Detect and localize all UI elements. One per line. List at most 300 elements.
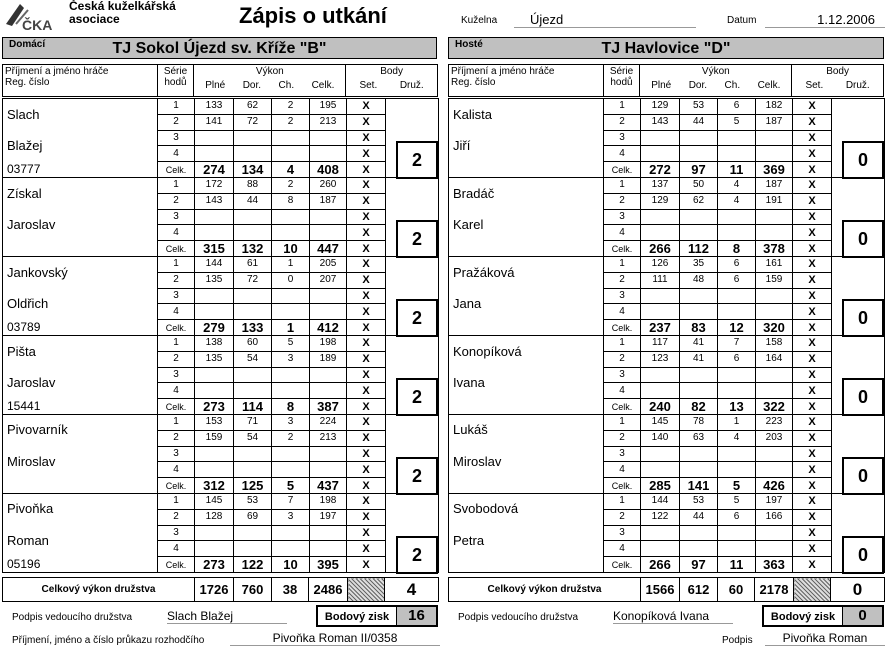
set-mark: X xyxy=(793,99,832,115)
value-plne xyxy=(641,446,680,462)
value-ch: 12 xyxy=(718,320,756,336)
series-number: 1 xyxy=(604,493,641,509)
value-plne xyxy=(641,462,680,478)
set-mark: X xyxy=(793,335,832,351)
set-mark: X xyxy=(793,430,832,446)
set-mark: X xyxy=(347,146,386,162)
value-dor: 54 xyxy=(234,430,272,446)
value-dor xyxy=(680,288,718,304)
series-number: 1 xyxy=(158,335,195,351)
value-celk xyxy=(756,304,793,320)
set-mark: X xyxy=(347,509,386,525)
series-row xyxy=(3,209,439,225)
header-text: Série xyxy=(163,66,188,77)
value-celk xyxy=(310,446,347,462)
value-plne xyxy=(641,304,680,320)
value-plne: 272 xyxy=(641,162,680,178)
player-reg-number: 15441 xyxy=(3,399,158,415)
player-total-row xyxy=(3,399,439,415)
player-firstname: Petra xyxy=(449,525,604,557)
value-celk: 161 xyxy=(756,256,793,272)
set-mark: X xyxy=(347,209,386,225)
player-surname: Pivoňka xyxy=(3,493,158,525)
value-dor: 125 xyxy=(234,478,272,494)
value-dor xyxy=(680,130,718,146)
value-plne xyxy=(641,367,680,383)
value-ch xyxy=(272,367,310,383)
player-firstname: Jaroslav xyxy=(3,367,158,399)
value-celk xyxy=(756,462,793,478)
series-row xyxy=(3,446,439,462)
value-dor: 44 xyxy=(234,193,272,209)
value-celk xyxy=(756,367,793,383)
value-plne: 129 xyxy=(641,99,680,115)
series-number: 1 xyxy=(158,177,195,193)
value-dor xyxy=(680,541,718,557)
header-text: Body xyxy=(380,66,403,77)
value-dor: 69 xyxy=(234,509,272,525)
set-mark: X xyxy=(793,304,832,320)
series-number: 3 xyxy=(158,130,195,146)
value-celk: 378 xyxy=(756,241,793,257)
value-ch: 7 xyxy=(272,493,310,509)
series-row xyxy=(3,414,439,430)
value-plne: 144 xyxy=(641,493,680,509)
player-reg-number: 03777 xyxy=(3,162,158,178)
home-column-header xyxy=(2,64,438,97)
header-text: Série xyxy=(609,66,634,77)
value-plne: 140 xyxy=(641,430,680,446)
value-celk: 395 xyxy=(310,557,347,573)
value-celk: 197 xyxy=(310,509,347,525)
home-player-points: 2 xyxy=(396,299,438,337)
value-celk: 322 xyxy=(756,399,793,415)
value-dor xyxy=(680,225,718,241)
set-mark: X xyxy=(793,493,832,509)
value-dor: 41 xyxy=(680,351,718,367)
value-celk xyxy=(756,225,793,241)
signature-label: Podpis xyxy=(722,635,753,646)
set-mark: X xyxy=(347,493,386,509)
series-row xyxy=(449,209,885,225)
series-number: Celk. xyxy=(158,557,195,573)
player-surname: Lukáš xyxy=(449,414,604,446)
value-celk xyxy=(310,525,347,541)
series-number: 4 xyxy=(158,225,195,241)
value-plne: 111 xyxy=(641,272,680,288)
series-number: Celk. xyxy=(158,399,195,415)
value-celk xyxy=(756,209,793,225)
value-celk: 198 xyxy=(310,335,347,351)
value-plne: 279 xyxy=(195,320,234,336)
team-total-value: 2486 xyxy=(309,578,348,602)
set-mark: X xyxy=(793,256,832,272)
value-dor: 61 xyxy=(234,256,272,272)
series-row xyxy=(449,446,885,462)
series-number: Celk. xyxy=(604,162,641,178)
series-number: 3 xyxy=(604,446,641,462)
away-team-total xyxy=(448,577,885,602)
set-mark: X xyxy=(793,225,832,241)
value-ch: 13 xyxy=(718,399,756,415)
player-reg-number xyxy=(449,557,604,573)
value-celk: 159 xyxy=(756,272,793,288)
value-plne xyxy=(195,367,234,383)
gain-label: Bodový zisk xyxy=(770,611,836,623)
value-plne: 273 xyxy=(195,557,234,573)
set-mark: X xyxy=(793,509,832,525)
value-ch: 5 xyxy=(272,478,310,494)
value-ch: 11 xyxy=(718,162,756,178)
value-celk: 205 xyxy=(310,256,347,272)
value-plne: 117 xyxy=(641,335,680,351)
set-mark: X xyxy=(347,177,386,193)
perf-subheaders xyxy=(642,80,789,91)
subheader-set: Set. xyxy=(805,80,824,91)
value-plne: 285 xyxy=(641,478,680,494)
series-number: Celk. xyxy=(158,162,195,178)
value-ch: 2 xyxy=(272,430,310,446)
referee-label: Příjmení, jméno a číslo průkazu rozhodčího xyxy=(12,635,205,646)
series-row xyxy=(3,99,439,115)
series-number: 2 xyxy=(158,509,195,525)
value-plne xyxy=(641,288,680,304)
away-team-bar xyxy=(448,37,884,59)
value-ch: 1 xyxy=(272,256,310,272)
value-dor: 82 xyxy=(680,399,718,415)
set-mark: X xyxy=(793,525,832,541)
value-plne: 274 xyxy=(195,162,234,178)
away-player-points: 0 xyxy=(842,457,884,495)
value-ch: 6 xyxy=(718,509,756,525)
player-surname: Pišta xyxy=(3,335,158,367)
series-number: 1 xyxy=(604,414,641,430)
team-total-value: 60 xyxy=(718,578,755,602)
team-total-label: Celkový výkon družstva xyxy=(449,578,641,602)
value-dor: 50 xyxy=(680,177,718,193)
away-player-points: 0 xyxy=(842,220,884,258)
set-mark: X xyxy=(347,541,386,557)
set-mark: X xyxy=(793,288,832,304)
value-celk: 187 xyxy=(310,193,347,209)
value-ch: 5 xyxy=(272,335,310,351)
value-dor: 97 xyxy=(680,557,718,573)
series-number: 2 xyxy=(158,430,195,446)
set-mark: X xyxy=(347,525,386,541)
value-dor xyxy=(234,130,272,146)
away-team-name: TJ Havlovice "D" xyxy=(601,40,731,57)
series-number: 1 xyxy=(604,256,641,272)
set-mark: X xyxy=(347,383,386,399)
home-points-header xyxy=(346,65,438,97)
series-number: 1 xyxy=(604,335,641,351)
value-ch: 8 xyxy=(272,193,310,209)
home-player-points: 2 xyxy=(396,378,438,416)
value-dor xyxy=(234,462,272,478)
value-ch: 4 xyxy=(718,177,756,193)
value-ch xyxy=(272,446,310,462)
away-performance-header xyxy=(640,65,792,97)
set-mark: X xyxy=(793,209,832,225)
value-celk: 260 xyxy=(310,177,347,193)
value-dor xyxy=(680,367,718,383)
player-total-row xyxy=(3,557,439,573)
value-celk xyxy=(310,130,347,146)
series-number: 1 xyxy=(158,256,195,272)
value-ch xyxy=(718,130,756,146)
value-ch xyxy=(718,446,756,462)
player-surname: Svobodová xyxy=(449,493,604,525)
away-leader-label: Podpis vedoucího družstva xyxy=(458,612,579,623)
away-player-points: 0 xyxy=(842,536,884,574)
series-number: Celk. xyxy=(604,557,641,573)
player-surname: Bradáč xyxy=(449,177,604,209)
value-dor xyxy=(680,446,718,462)
player-reg-number xyxy=(449,399,604,415)
value-celk: 223 xyxy=(756,414,793,430)
series-number: 2 xyxy=(158,114,195,130)
player-reg-number: 05196 xyxy=(3,557,158,573)
value-dor xyxy=(234,304,272,320)
value-dor: 60 xyxy=(234,335,272,351)
series-number: 2 xyxy=(604,114,641,130)
set-mark: X xyxy=(347,225,386,241)
value-plne: 133 xyxy=(195,99,234,115)
value-dor xyxy=(680,209,718,225)
value-celk xyxy=(756,541,793,557)
set-mark: X xyxy=(347,430,386,446)
subheader-celk: Celk. xyxy=(757,80,781,91)
value-dor xyxy=(234,383,272,399)
set-mark: X xyxy=(793,130,832,146)
player-firstname: Jana xyxy=(449,288,604,320)
value-ch xyxy=(272,304,310,320)
value-ch: 5 xyxy=(718,114,756,130)
value-ch: 2 xyxy=(272,177,310,193)
away-players-table xyxy=(448,98,885,573)
value-celk xyxy=(310,209,347,225)
value-ch xyxy=(718,288,756,304)
value-dor xyxy=(680,525,718,541)
player-surname: Získal xyxy=(3,177,158,209)
value-celk: 207 xyxy=(310,272,347,288)
value-celk xyxy=(756,446,793,462)
value-dor xyxy=(680,304,718,320)
set-mark: X xyxy=(347,446,386,462)
series-number: 4 xyxy=(604,225,641,241)
player-total-row xyxy=(449,478,885,494)
set-mark: X xyxy=(793,320,832,336)
team-total-value: 38 xyxy=(272,578,309,602)
home-leader-value: Slach Blažej xyxy=(167,609,287,624)
value-celk: 363 xyxy=(756,557,793,573)
set-mark: X xyxy=(793,478,832,494)
set-mark: X xyxy=(347,162,386,178)
set-mark: X xyxy=(347,399,386,415)
value-plne xyxy=(195,541,234,557)
value-celk xyxy=(756,525,793,541)
value-celk: 182 xyxy=(756,99,793,115)
home-role: Domácí xyxy=(9,39,46,50)
value-plne xyxy=(641,146,680,162)
player-reg-number xyxy=(449,320,604,336)
series-number: 3 xyxy=(604,209,641,225)
value-ch xyxy=(718,146,756,162)
hatched-cell xyxy=(348,578,385,602)
set-mark: X xyxy=(347,304,386,320)
series-row xyxy=(449,130,885,146)
series-row xyxy=(449,525,885,541)
set-mark: X xyxy=(793,146,832,162)
value-dor: 48 xyxy=(680,272,718,288)
value-dor: 122 xyxy=(234,557,272,573)
set-mark: X xyxy=(793,241,832,257)
value-ch: 4 xyxy=(718,430,756,446)
set-mark: X xyxy=(793,367,832,383)
player-total-row xyxy=(449,320,885,336)
value-ch xyxy=(718,225,756,241)
player-firstname: Jaroslav xyxy=(3,209,158,241)
series-row xyxy=(3,525,439,541)
value-ch xyxy=(272,288,310,304)
value-plne xyxy=(641,525,680,541)
date-value: 1.12.2006 xyxy=(765,12,885,28)
series-row xyxy=(3,493,439,509)
home-player-points: 2 xyxy=(396,457,438,495)
series-row xyxy=(3,288,439,304)
series-number: 3 xyxy=(158,288,195,304)
value-celk xyxy=(756,146,793,162)
set-mark: X xyxy=(793,399,832,415)
value-dor xyxy=(680,146,718,162)
organization-name: Česká kuželkářská asociace xyxy=(69,0,176,26)
series-number: 3 xyxy=(604,288,641,304)
set-mark: X xyxy=(793,114,832,130)
value-celk: 387 xyxy=(310,399,347,415)
set-mark: X xyxy=(347,256,386,272)
value-celk: 197 xyxy=(756,493,793,509)
subheader-dor: Dor. xyxy=(688,80,708,91)
points-subheaders xyxy=(794,80,881,91)
player-total-row xyxy=(3,478,439,494)
series-number: 4 xyxy=(604,304,641,320)
venue-label: Kuželna xyxy=(461,15,498,26)
header-text: Reg. číslo xyxy=(451,77,496,88)
set-mark: X xyxy=(793,383,832,399)
value-dor xyxy=(680,383,718,399)
perf-subheaders xyxy=(196,80,343,91)
series-number: 1 xyxy=(158,99,195,115)
value-plne: 137 xyxy=(641,177,680,193)
value-plne xyxy=(641,225,680,241)
value-plne: 128 xyxy=(195,509,234,525)
value-celk: 437 xyxy=(310,478,347,494)
value-ch: 4 xyxy=(272,162,310,178)
series-number: 4 xyxy=(604,541,641,557)
player-total-row xyxy=(449,557,885,573)
player-firstname: Oldřich xyxy=(3,288,158,320)
value-celk: 369 xyxy=(756,162,793,178)
value-plne xyxy=(195,146,234,162)
series-number: 2 xyxy=(604,351,641,367)
value-dor: 62 xyxy=(680,193,718,209)
away-player-points: 0 xyxy=(842,299,884,337)
player-total-row xyxy=(3,241,439,257)
value-plne xyxy=(641,130,680,146)
series-number: Celk. xyxy=(158,241,195,257)
venue-value: Újezd xyxy=(514,12,696,28)
header-text: Reg. číslo xyxy=(5,77,50,88)
value-celk: 213 xyxy=(310,430,347,446)
value-celk xyxy=(310,541,347,557)
value-dor xyxy=(234,525,272,541)
value-plne xyxy=(195,225,234,241)
series-number: 3 xyxy=(158,446,195,462)
away-player-points: 0 xyxy=(842,141,884,179)
series-number: 3 xyxy=(158,209,195,225)
value-plne: 138 xyxy=(195,335,234,351)
player-reg-number: 03789 xyxy=(3,320,158,336)
set-mark: X xyxy=(347,478,386,494)
player-firstname: Roman xyxy=(3,525,158,557)
value-ch: 2 xyxy=(272,114,310,130)
player-total-row xyxy=(449,241,885,257)
series-number: 3 xyxy=(158,525,195,541)
value-dor: 71 xyxy=(234,414,272,430)
home-team-name: TJ Sokol Újezd sv. Kříže "B" xyxy=(112,40,327,57)
header-text: hodů xyxy=(164,77,187,88)
value-ch: 1 xyxy=(718,414,756,430)
player-surname: Pivovarník xyxy=(3,414,158,446)
set-mark: X xyxy=(347,114,386,130)
value-celk xyxy=(756,130,793,146)
value-dor xyxy=(234,367,272,383)
value-plne xyxy=(195,525,234,541)
player-firstname: Miroslav xyxy=(449,446,604,478)
player-surname: Slach xyxy=(3,99,158,131)
set-mark: X xyxy=(347,335,386,351)
value-plne: 143 xyxy=(195,193,234,209)
value-plne: 123 xyxy=(641,351,680,367)
value-plne xyxy=(195,288,234,304)
away-points-header xyxy=(792,65,884,97)
value-plne: 312 xyxy=(195,478,234,494)
value-plne: 144 xyxy=(195,256,234,272)
value-ch xyxy=(272,130,310,146)
player-firstname: Miroslav xyxy=(3,446,158,478)
subheader-dor: Dor. xyxy=(242,80,262,91)
home-player-points: 2 xyxy=(396,141,438,179)
value-celk xyxy=(756,288,793,304)
set-mark: X xyxy=(347,193,386,209)
value-dor xyxy=(234,209,272,225)
home-player-points: 2 xyxy=(396,536,438,574)
player-reg-number xyxy=(3,478,158,494)
value-ch: 10 xyxy=(272,557,310,573)
away-role: Hosté xyxy=(455,39,483,50)
value-ch xyxy=(272,209,310,225)
value-celk: 412 xyxy=(310,320,347,336)
value-plne: 143 xyxy=(641,114,680,130)
set-mark: X xyxy=(793,177,832,193)
value-ch xyxy=(718,383,756,399)
value-celk xyxy=(756,383,793,399)
value-dor: 54 xyxy=(234,351,272,367)
team-total-value: 2178 xyxy=(755,578,794,602)
value-dor: 132 xyxy=(234,241,272,257)
value-celk: 187 xyxy=(756,177,793,193)
value-dor xyxy=(234,541,272,557)
